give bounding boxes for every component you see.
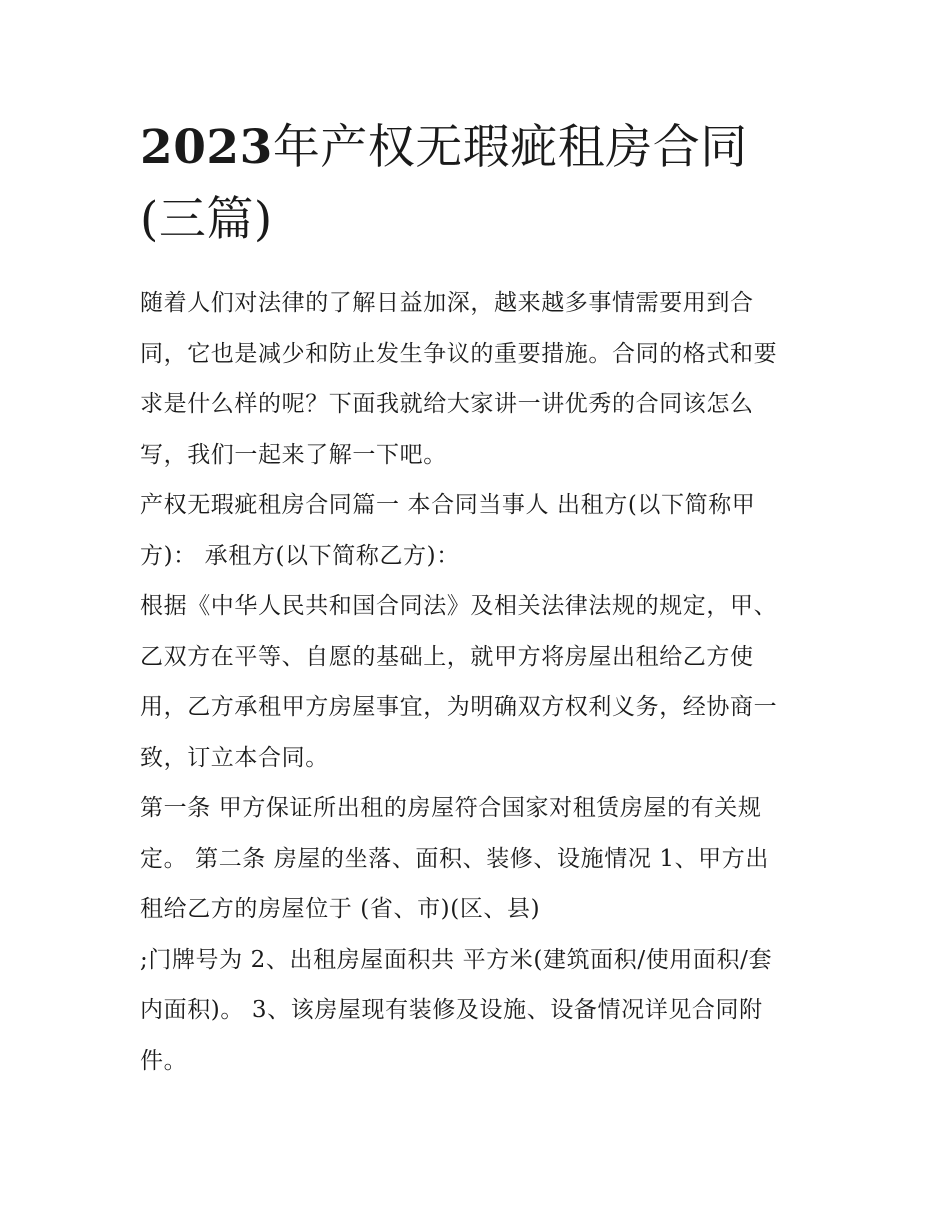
text-line: ;门牌号为 2、出租房屋面积共 平方米(建筑面积/使用面积/套 [140,946,773,973]
text-line: 产权无瑕疵租房合同篇一 本合同当事人 出租方(以下简称甲 [140,492,756,518]
text-line: 致，订立本合同。 [140,744,329,771]
document-page [140,112,830,1086]
basis-paragraph [140,581,830,783]
text-line: 求是什么样的呢？下面我就给大家讲一讲优秀的合同该怎么 [140,391,754,417]
text-line: 写，我们一起来了解一下吧。 [140,441,447,468]
text-line: 乙双方在平等、自愿的基础上，就甲方将房屋出租给乙方使 [140,643,754,670]
text-line: 内面积)。 3、该房屋现有装修及设施、设备情况详见合同附 [140,997,763,1023]
title-line-2: (三篇) [140,192,273,247]
text-line: 定。 第二条 房屋的坐落、面积、装修、设施情况 1、甲方出 [140,845,769,872]
title-line-1 [140,112,830,184]
article-one-paragraph [140,783,830,935]
intro-paragraph [140,278,830,480]
text-line: 第一条 甲方保证所出租的房屋符合国家对租赁房屋的有关规 [140,795,762,821]
text-line: 方)： 承租方(以下简称乙方)： [140,542,460,569]
document-title [140,112,830,256]
title-year: 2023 [140,120,273,175]
text-line: 随着人们对法律的了解日益加深，越来越多事情需要用到合 [140,290,754,316]
text-line: 件。 [140,1047,188,1074]
text-line: 租给乙方的房屋位于 (省、市)(区、县) [140,896,541,922]
text-line: 同，它也是减少和防止发生争议的重要措施。合同的格式和要 [140,340,778,367]
text-line: 用，乙方承租甲方房屋事宜，为明确双方权利义务，经协商一 [140,694,778,720]
article-two-paragraph [140,935,830,1087]
title-text: 年产权无瑕疵租房合同 [272,120,748,175]
text-line: 根据《中华人民共和国合同法》及相关法律法规的规定，甲、 [140,593,778,619]
parties-paragraph [140,480,830,581]
